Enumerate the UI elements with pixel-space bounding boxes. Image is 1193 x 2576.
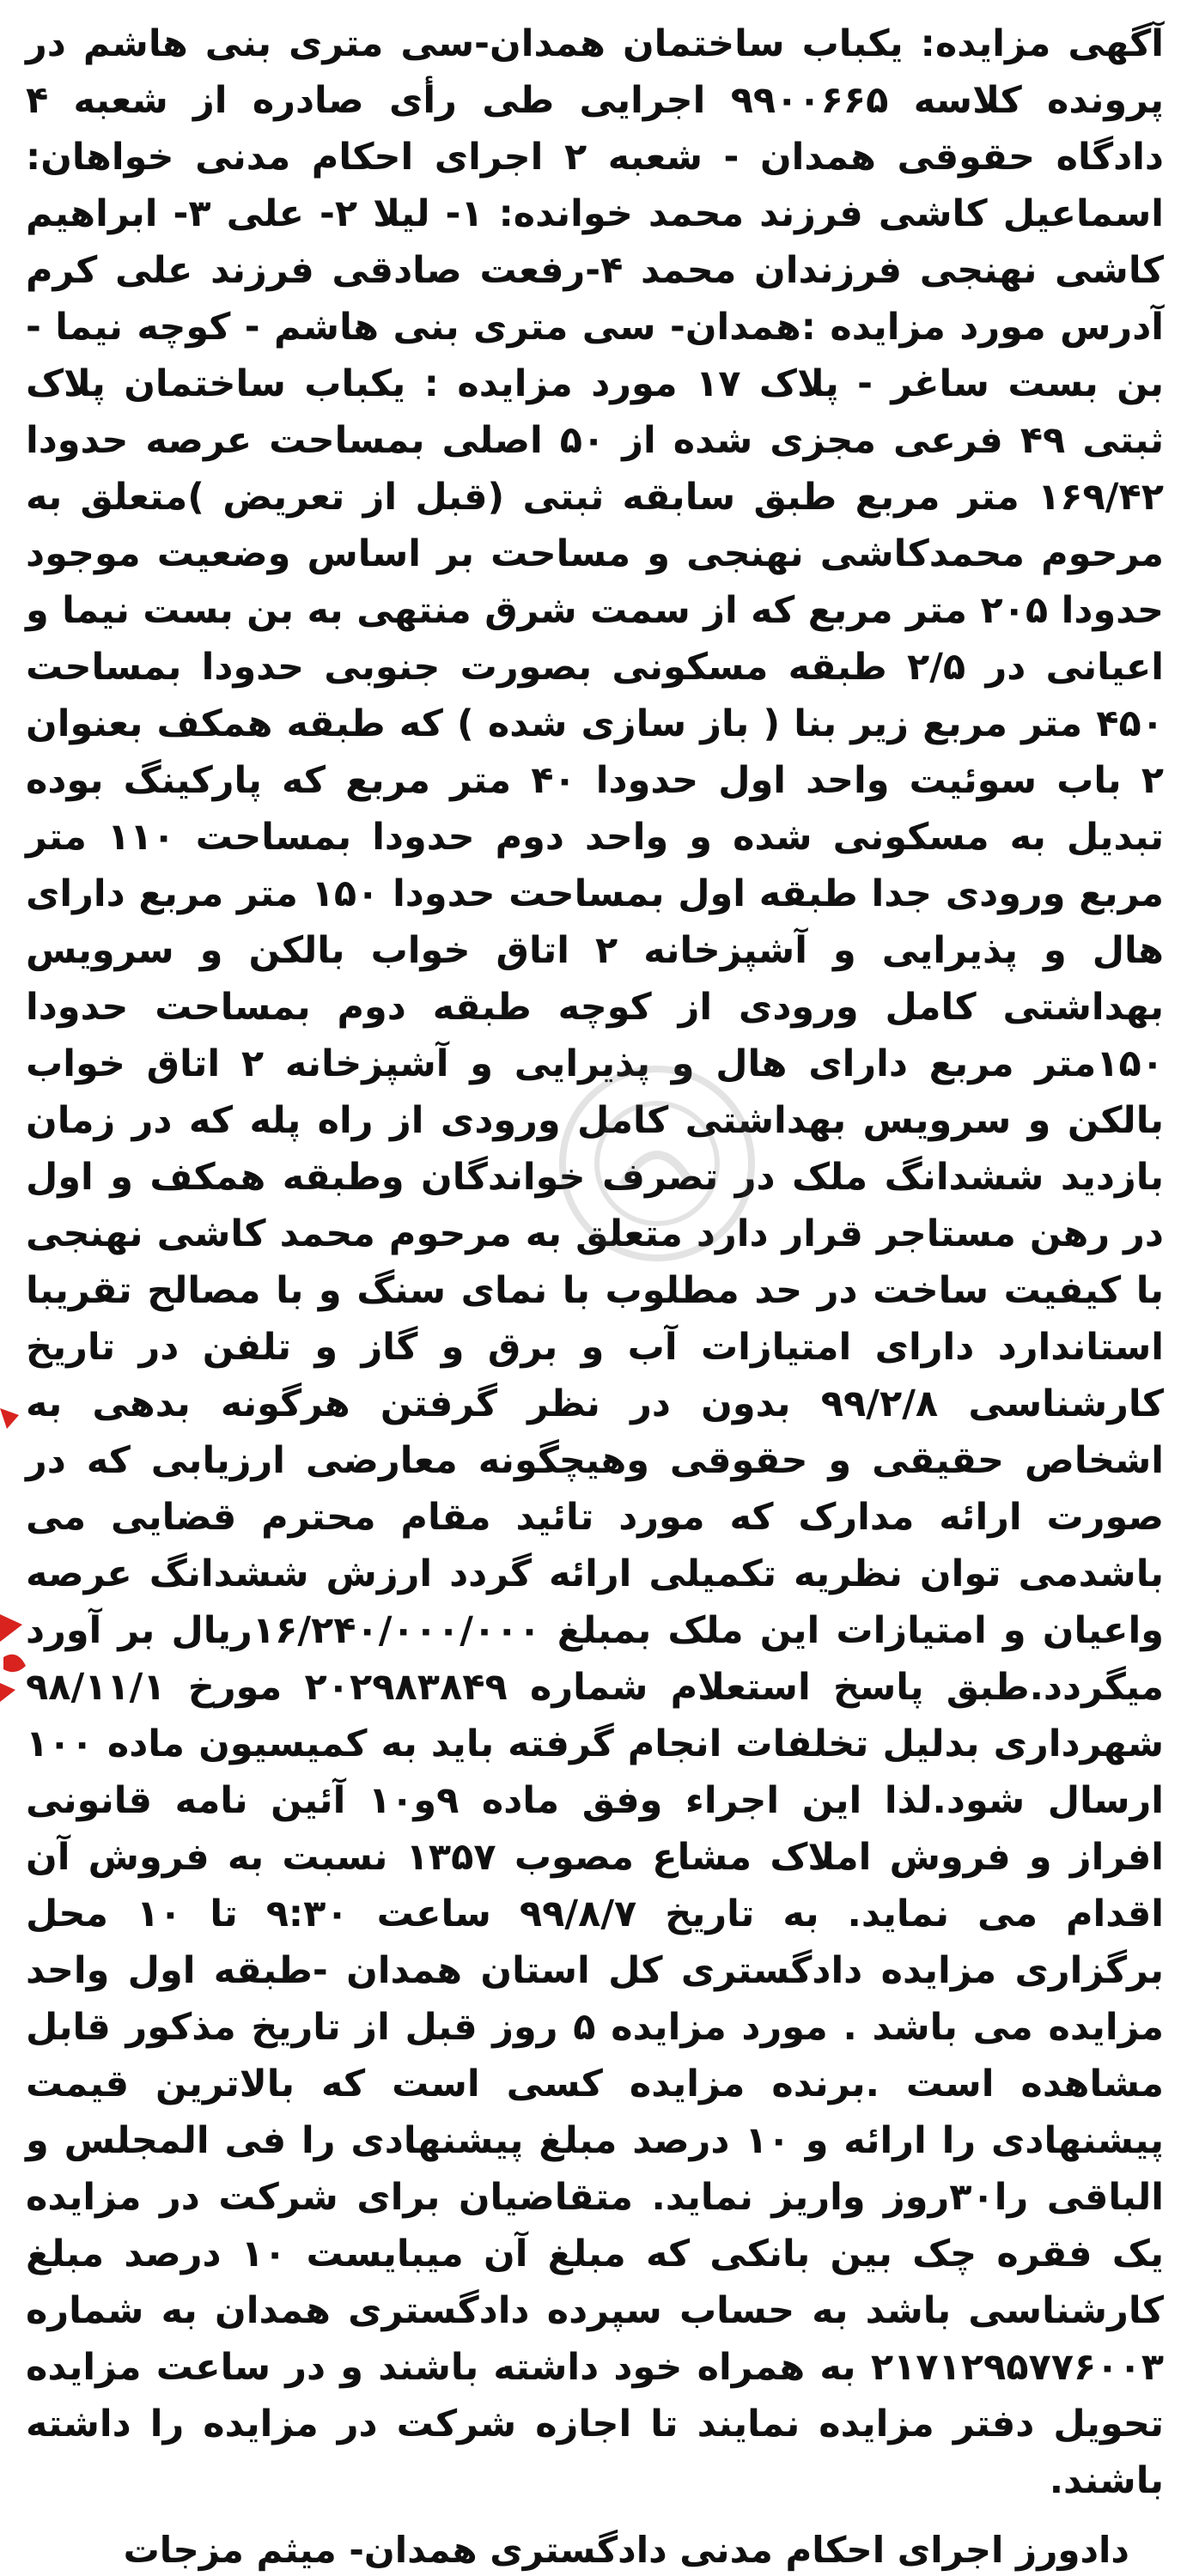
watermark-logo (550, 1056, 764, 1271)
notice-body: آگهی مزایده: یکباب ساختمان همدان-سی متری بنی هاشم در پرونده کلاسه ۹۹۰۰۶۶۵ اجرایی طی رأی صادره از شعبه ۴ دادگاه حقوقی همدان - شعبه ۲ اجرای احکام مدنی خواهان: اسماعیل کاشی فرزند محمد خوانده: ۱- لیلا ۲- علی ۳- ابراهیم کاشی نهنجی فرزندان محمد ۴-رفعت صادقی فرزند علی کرم آدرس مورد مزایده :همدان- سی متری بنی هاشم - کوچه نیما - بن بست ساغر - پلاک ۱۷ مورد مزایده : یکباب ساختمان پلاک ثبتی ۴۹ فرعی مجزی شده از ۵۰ اصلی بمساحت عرصه حدودا ۱۶۹/۴۲ متر مربع طبق سابقه ثبتی (قبل از تعریض )متعلق به مرحوم محمدکاشی نهنجی و مساحت بر اساس وضعیت موجود حدودا ۲۰۵ متر مربع که از سمت شرق منتهی به بن بست نیما و اعیانی در ۲/۵ طبقه مسکونی بصورت جنوبی حدودا بمساحت ۴۵۰ متر مربع زیر بنا ( باز سازی شده ) که طبقه همکف بعنوان ۲ باب سوئیت واحد اول حدودا ۴۰ متر مربع که پارکینگ بوده تبدیل به مسکونی شده و واحد دوم حدودا بمساحت ۱۱۰ متر مربع ورودی جدا طبقه اول بمساحت حدودا ۱۵۰ متر مربع دارای هال و پذیرایی و آشپزخانه ۲ اتاق خواب بالکن و سرویس بهداشتی کامل ورودی از کوچه طبقه دوم بمساحت حدودا ۱۵۰متر مربع دارای هال و پذیرایی و آشپزخانه ۲ اتاق خواب بالکن و سرویس بهداشتی کامل ورودی از راه پله که در زمان بازدید ششدانگ ملک در تصرف خواندگان وطبقه همکف و اول در رهن مستاجر قرار دارد متعلق به مرحوم محمد کاشی نهنجی با کیفیت ساخت در حد مطلوب با نمای سنگ و با مصالح تقریبا استاندارد دارای امتیازات آب و برق و گاز و تلفن در تاریخ کارشناسی ۹۹/۲/۸ بدون در نظر گرفتن هرگونه بدهی به اشخاص حقیقی و حقوقی وهیچگونه معارضی ارزیابی که در صورت ارائه مدارک که مورد تائید مقام محترم قضایی می باشدمی توان نظریه تکمیلی ارائه گردد ارزش ششدانگ عرصه واعیان و امتیازات این ملک بمبلغ ۱۶/۲۴۰/۰۰۰/۰۰۰ریال بر آورد میگردد.طبق پاسخ استعلام شماره ۲۰۲۹۸۳۸۴۹ مورخ ۹۸/۱۱/۱ شهرداری بدلیل تخلفات انجام گرفته باید به کمیسیون ماده ۱۰۰ ارسال شود.لذا این اجراء وفق ماده ۹و۱۰ آئین نامه قانونی افراز و فروش املاک مشاع مصوب ۱۳۵۷ نسبت به فروش آن اقدام می نماید. به تاریخ ۹۹/۸/۷ ساعت ۹:۳۰ تا ۱۰ محل برگزاری مزایده دادگستری کل استان همدان -طبقه اول واحد مزایده می باشد . مورد مزایده ۵ روز قبل از تاریخ مذکور قابل مشاهده است .برنده مزایده کسی است که بالاترین قیمت پیشنهادی را ارائه و ۱۰ درصد مبلغ پیشنهادی را فی المجلس و الباقی را۳۰روز واریز نماید. متقاضیان برای شرکت در مزایده یک فقره چک بین بانکی که مبلغ آن میبایست ۱۰ درصد مبلغ کارشناسی باشد به حساب سپرده دادگستری همدان به شماره ۲۱۷۱۲۹۵۷۷۶۰۰۳ به همراه خود داشته باشند و در ساعت مزایده تحویل دفتر مزایده نمایند تا اجازه شرکت در مزایده را داشته باشند. (26, 22, 1165, 2502)
auction-notice (26, 15, 1164, 2576)
clipped-edge-marks (0, 1400, 60, 1760)
notice-signature: دادورز اجرای احکام مدنی دادگستری همدان- میثم مزجات (123, 2529, 1129, 2571)
